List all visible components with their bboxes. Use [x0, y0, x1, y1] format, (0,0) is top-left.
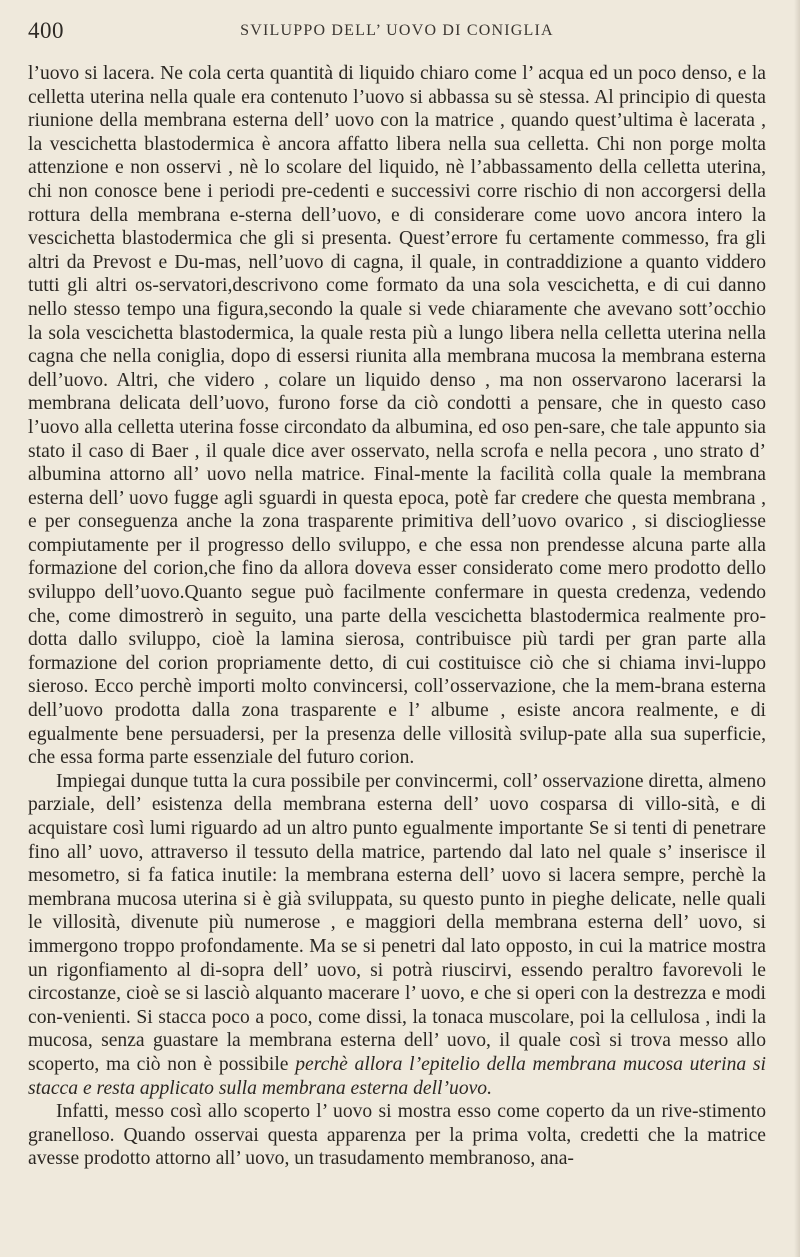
page-header — [28, 18, 766, 48]
page-number: 400 — [28, 18, 64, 43]
paragraph-3: Infatti, messo così allo scoperto l’ uovo si mostra esso come coperto da un rive-stimento granelloso. Quando osservai questa apparenza per la prima volta, credetti che la matrice avesse prodotto attorno all’ uovo, un trasudamento membranoso, ana- — [28, 1101, 766, 1170]
paragraph-2-italic: perchè allora l’epitelio della membrana mucosa uterina si stacca e resta applicato sulla membrana esterna dell’uovo. — [28, 1053, 766, 1099]
paragraph-2 — [28, 770, 766, 1100]
paragraph-2-text: Impiegai dunque tutta la cura possibile per convincermi, coll’ osservazione diretta, almeno parziale, dell’ esistenza della membrana esterna dell’ uovo cosparsa di villo-sità, e di acquistare così lumi riguardo ad un altro punto egualmente importante Se si tenti di penetrare fino all’ uovo, attraverso il tessuto della matrice, partendo dal lato nel quale s’ inserisce il mesometro, si fa fatica inutile: la membrana esterna dell’ uovo si lacera sempre, perchè la membrana mucosa uterina si è già sviluppata, su questo punto in pieghe delicate, nelle quali le villosità, divenute più numerose , e maggiori della membrana esterna dell’ uovo, si immergono troppo profondamente. Ma se si penetri dal lato opposto, in cui la matrice mostra un rigonfiamento al di-sopra dell’ uovo, si potrà riuscirvi, essendo peraltro favorevoli le circostanze, cioè se si lasciò alquanto macerare l’ uovo, e che si operi con la destrezza e modi con-venienti. Si stacca poco a poco, come dissi, la tonaca muscolare, poi la cellulosa , indi la mucosa, senza guastare la membrana esterna dell’ uovo, il quale così si trova messo allo scoperto, ma ciò non è possibile — [28, 770, 766, 1075]
page-edge-shadow — [794, 0, 800, 1257]
paragraph-1: l’uovo si lacera. Ne cola certa quantità di liquido chiaro come l’ acqua ed un poco denso, e la celletta uterina nella quale era contenuto l’uovo si abbassa su sè stessa. Al principio di questa riunione della membrana esterna dell’ uovo con la matrice , quando quest’ultima è lacerata , la vescichetta blastodermica è ancora affatto libera nella sua celletta. Chi non porge molta attenzione e non osservi , nè lo scolare del liquido, nè l’abbassamento della celletta uterina, chi non conosce bene i periodi pre-cedenti e successivi corre rischio di non accorgersi della rottura della membrana e-sterna dell’uovo, e di considerare come uovo ancora intero la vescichetta blastodermica che gli si presenta. Quest’errore fu certamente commesso, fra gli altri da Prevost e Du-mas, nell’uovo di cagna, il quale, in contraddizione a quanto viddero tutti gli altri os-servatori,descrivono come formato da una sola vescichetta, e di cui danno nello stesso tempo una figura,secondo la quale si vede chiaramente che avevano sott’occhio la sola vescichetta blastodermica, la quale resta più a lungo libera nella celletta uterina nella cagna che nella coniglia, dopo di essersi riunita alla membrana mucosa la membrana esterna dell’uovo. Altri, che videro , colare un liquido denso , ma non osservarono lacerarsi la membrana delicata dell’uovo, furono forse da ciò condotti a pensare, che in questo caso l’uovo alla celletta uterina fosse circondato da albumina, ed oso pen-sare, che tale appunto sia stato il caso di Baer , il quale dice aver osservato, nella scrofa e nella pecora , uno strato d’ albumina attorno all’ uovo nella matrice. Final-mente la facilità colla quale la membrana esterna dell’ uovo fugge agli sguardi in questa epoca, potè far credere che questa membrana , e per conseguenza anche la zona trasparente primitiva dell’uovo ovarico , si disciogliesse compiutamente per il progresso dello sviluppo, e che essa non prendesse alcuna parte alla formazione del corion,che fino da allora doveva esser considerato come mero prodotto dello sviluppo dell’uovo.Quanto segue può facilmente confermare in questa credenza, vedendo che, come dimostrerò in seguito, una parte della vescichetta blastodermica realmente pro-dotta dallo sviluppo, cioè la lamina sierosa, contribuisce più tardi per gran parte alla formazione del corion propriamente detto, di cui costituisce ciò che si chiama invi-luppo sieroso. Ecco perchè importi molto convincersi, coll’osservazione, che la mem-brana esterna dell’uovo prodotta dalla zona trasparente e l’ albume , esiste ancora realmente, e di egualmente bene persuadersi, per la presenza delle villosità svilup-pate alla sua superficie, che essa forma parte essenziale del futuro corion. — [28, 63, 766, 769]
running-head: SVILUPPO DELL’ UOVO DI CONIGLIA — [240, 22, 554, 39]
body-text — [28, 62, 766, 1171]
